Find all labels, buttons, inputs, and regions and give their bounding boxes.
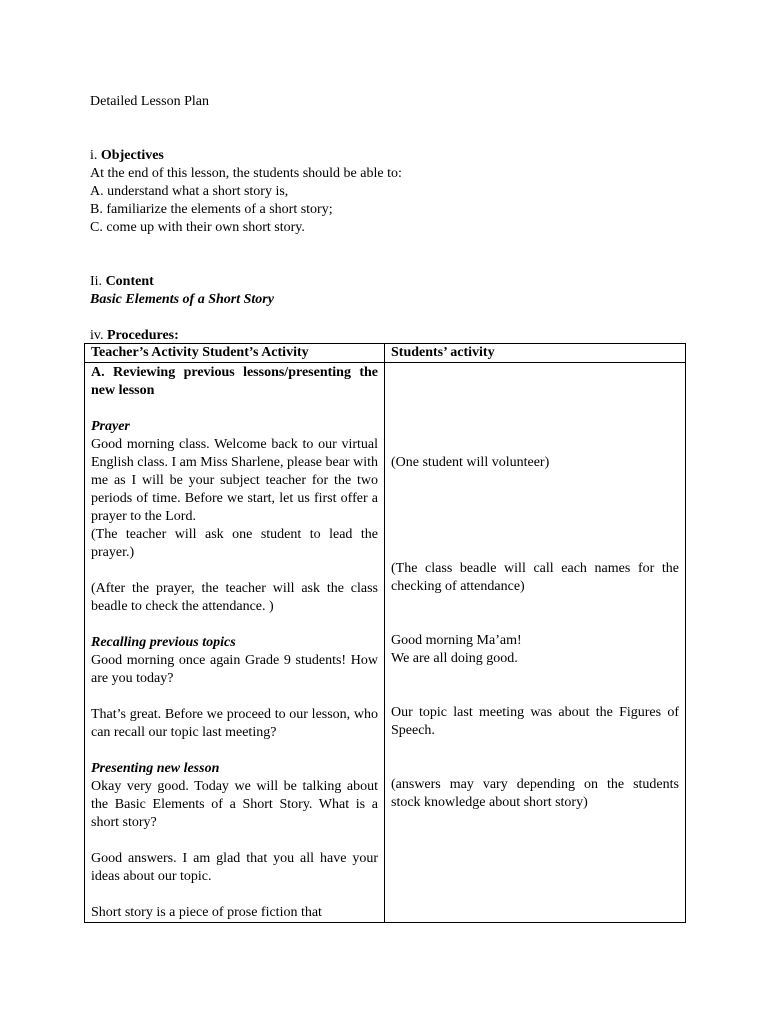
present-heading: Presenting new lesson — [91, 761, 220, 776]
present-text: Okay very good. Today we will be talking about the Basic Elements of a Short Story. What is a short story? — [91, 779, 378, 830]
prayer-note: (The teacher will ask one student to lead the prayer.) — [91, 527, 378, 560]
table-row — [85, 363, 686, 923]
content-subtitle: Basic Elements of a Short Story — [90, 292, 274, 307]
objectives-title: Objectives — [100, 148, 164, 163]
students-activity-cell — [385, 363, 686, 923]
objectives-heading — [90, 147, 690, 165]
document-title: Detailed Lesson Plan — [90, 94, 209, 109]
content-number: Ii. — [90, 274, 106, 289]
content-title: Content — [105, 274, 154, 289]
prayer-heading: Prayer — [91, 419, 130, 434]
recall-question: That’s great. Before we proceed to our lesson, who can recall our topic last meeting? — [91, 707, 378, 740]
objective-item: C. come up with their own short story. — [90, 220, 305, 235]
section-a-heading: A. Reviewing previous lessons/presenting the new lesson — [91, 365, 378, 398]
procedures-table — [84, 343, 686, 923]
table-header-row — [85, 344, 686, 363]
header-teacher-activity: Teacher’s Activity Student’s Activity — [85, 344, 385, 363]
header-students-activity: Students’ activity — [385, 344, 686, 363]
student-recall: Our topic last meeting was about the Figures of Speech. — [391, 705, 679, 738]
objective-item: A. understand what a short story is, — [90, 184, 289, 199]
student-beadle: (The class beadle will call each names for the checking of attendance) — [391, 561, 679, 594]
student-greeting-reply: We are all doing good. — [391, 651, 518, 666]
objectives-intro: At the end of this lesson, the students should be able to: — [90, 166, 402, 181]
short-story-definition: Short story is a piece of prose fiction that — [91, 905, 322, 920]
student-volunteer: (One student will volunteer) — [391, 455, 550, 470]
student-greeting: Good morning Ma’am! — [391, 633, 522, 648]
procedures-number: iv. — [90, 328, 107, 343]
objective-item: B. familiarize the elements of a short story; — [90, 202, 333, 217]
document-body — [90, 93, 690, 345]
procedures-title: Procedures: — [106, 328, 179, 343]
present-feedback: Good answers. I am glad that you all have your ideas about our topic. — [91, 851, 378, 884]
student-answers: (answers may vary depending on the students stock knowledge about short story) — [391, 777, 679, 810]
recall-heading: Recalling previous topics — [91, 635, 236, 650]
teacher-activity-cell — [85, 363, 385, 923]
recall-text: Good morning once again Grade 9 students! How are you today? — [91, 653, 378, 686]
attendance-note: (After the prayer, the teacher will ask the class beadle to check the attendance. ) — [91, 581, 378, 614]
objectives-number: i. — [90, 148, 101, 163]
content-heading — [90, 273, 690, 291]
prayer-text: Good morning class. Welcome back to our virtual English class. I am Miss Sharlene, please bear with me as I will be your subject teacher for the two periods of time. Before we start, let us first offer a prayer to the Lord. — [91, 437, 378, 524]
